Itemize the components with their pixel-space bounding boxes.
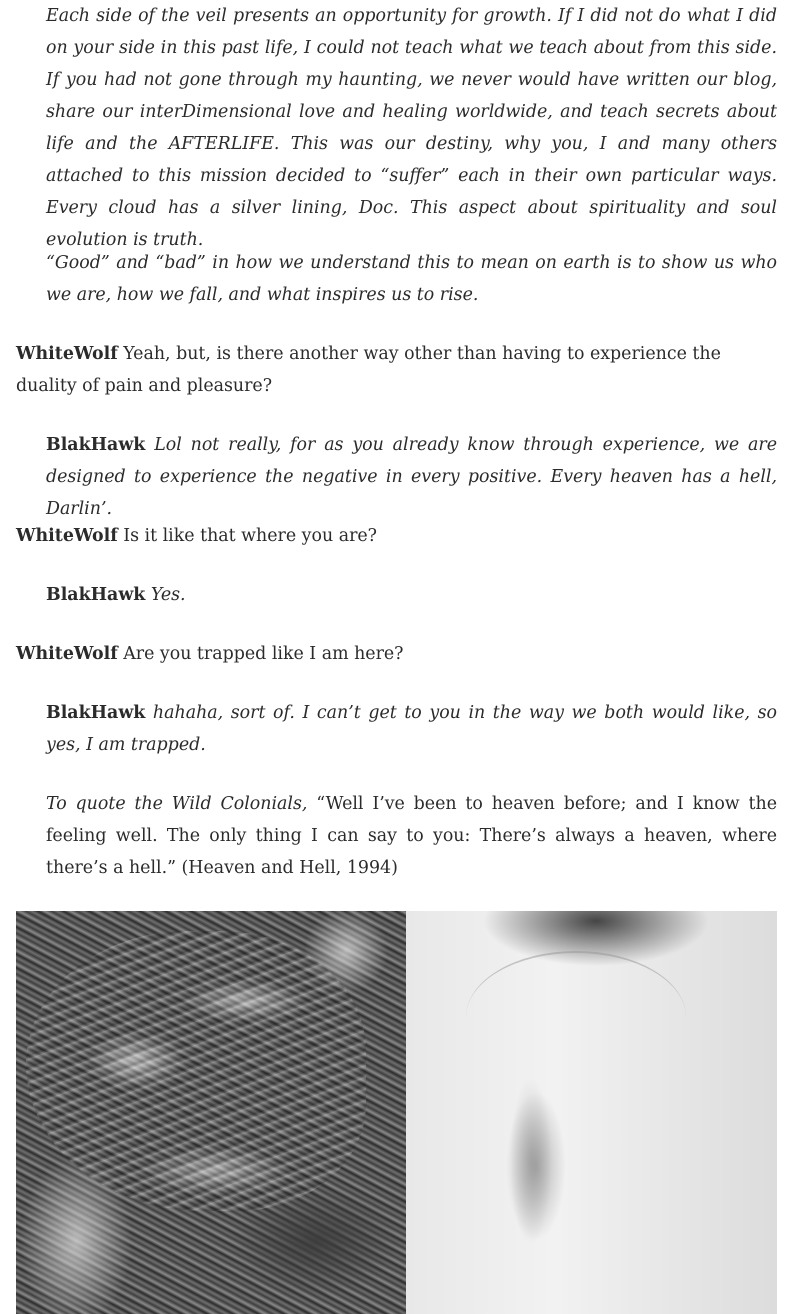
speaker-blakhawk: BlakHawk — [46, 703, 146, 723]
speaker-whitewolf: WhiteWolf — [16, 344, 118, 364]
paragraph-good-bad: “Good” and “bad” in how we understand this to mean on earth is to show us who we are, how we fall, and what inspires us to rise. — [46, 253, 777, 305]
quote-text: “Well I’ve been to heaven before; and I know the feeling well. The only thing I can say to you: There’s always a heaven, where there’s a hell.” (Heaven and Hell, 1994) — [46, 794, 777, 878]
quote-intro: To quote the Wild Colonials, — [46, 794, 308, 814]
shirt-knot — [506, 1091, 566, 1241]
photo-collage — [16, 911, 777, 1314]
dialogue-text: Yes. — [145, 585, 186, 605]
speaker-blakhawk: BlakHawk — [46, 585, 146, 605]
dialogue-text: Lol not really, for as you already know through experience, we are designed to experience the negative in every positive. Every heaven has a hell, Darlin’. — [46, 435, 777, 519]
hair-texture — [26, 931, 366, 1211]
photo-man-shirt — [406, 911, 777, 1314]
dialogue-text: Yeah, but, is there another way other than having to experience the duality of pain and pleasure? — [16, 344, 721, 396]
speaker-whitewolf: WhiteWolf — [16, 644, 118, 664]
dialogue-blakhawk-2 — [46, 579, 777, 611]
speaker-blakhawk: BlakHawk — [46, 435, 146, 455]
dialogue-whitewolf-2 — [16, 520, 777, 552]
dialogue-whitewolf-1 — [16, 338, 777, 402]
speaker-whitewolf: WhiteWolf — [16, 526, 118, 546]
dialogue-whitewolf-3 — [16, 638, 777, 670]
dialogue-text: Are you trapped like I am here? — [117, 644, 404, 664]
paragraph-veil: Each side of the veil presents an opportunity for growth. If I did not do what I did on your side in this past life, I could not teach what we teach about from this side. If you had not gone through my haunting, we never would have written our blog, share our interDimensional love and healing worldwide, and teach secrets about life and the AFTERLIFE. This was our destiny, why you, I and many others attached to this mission decided to “suffer” each in their own particular ways. Every cloud has a silver lining, Doc. This aspect about spirituality and soul evolution is truth. — [46, 6, 777, 250]
dialogue-blakhawk-1 — [46, 429, 777, 525]
dialogue-blakhawk-3 — [46, 697, 777, 761]
shirt-collar — [466, 951, 686, 1083]
dialogue-text: hahaha, sort of. I can’t get to you in the way we both would like, so yes, I am trapped. — [46, 703, 777, 755]
quote-paragraph — [46, 788, 777, 884]
photo-woman-hair — [16, 911, 406, 1314]
dialogue-text: Is it like that where you are? — [117, 526, 378, 546]
